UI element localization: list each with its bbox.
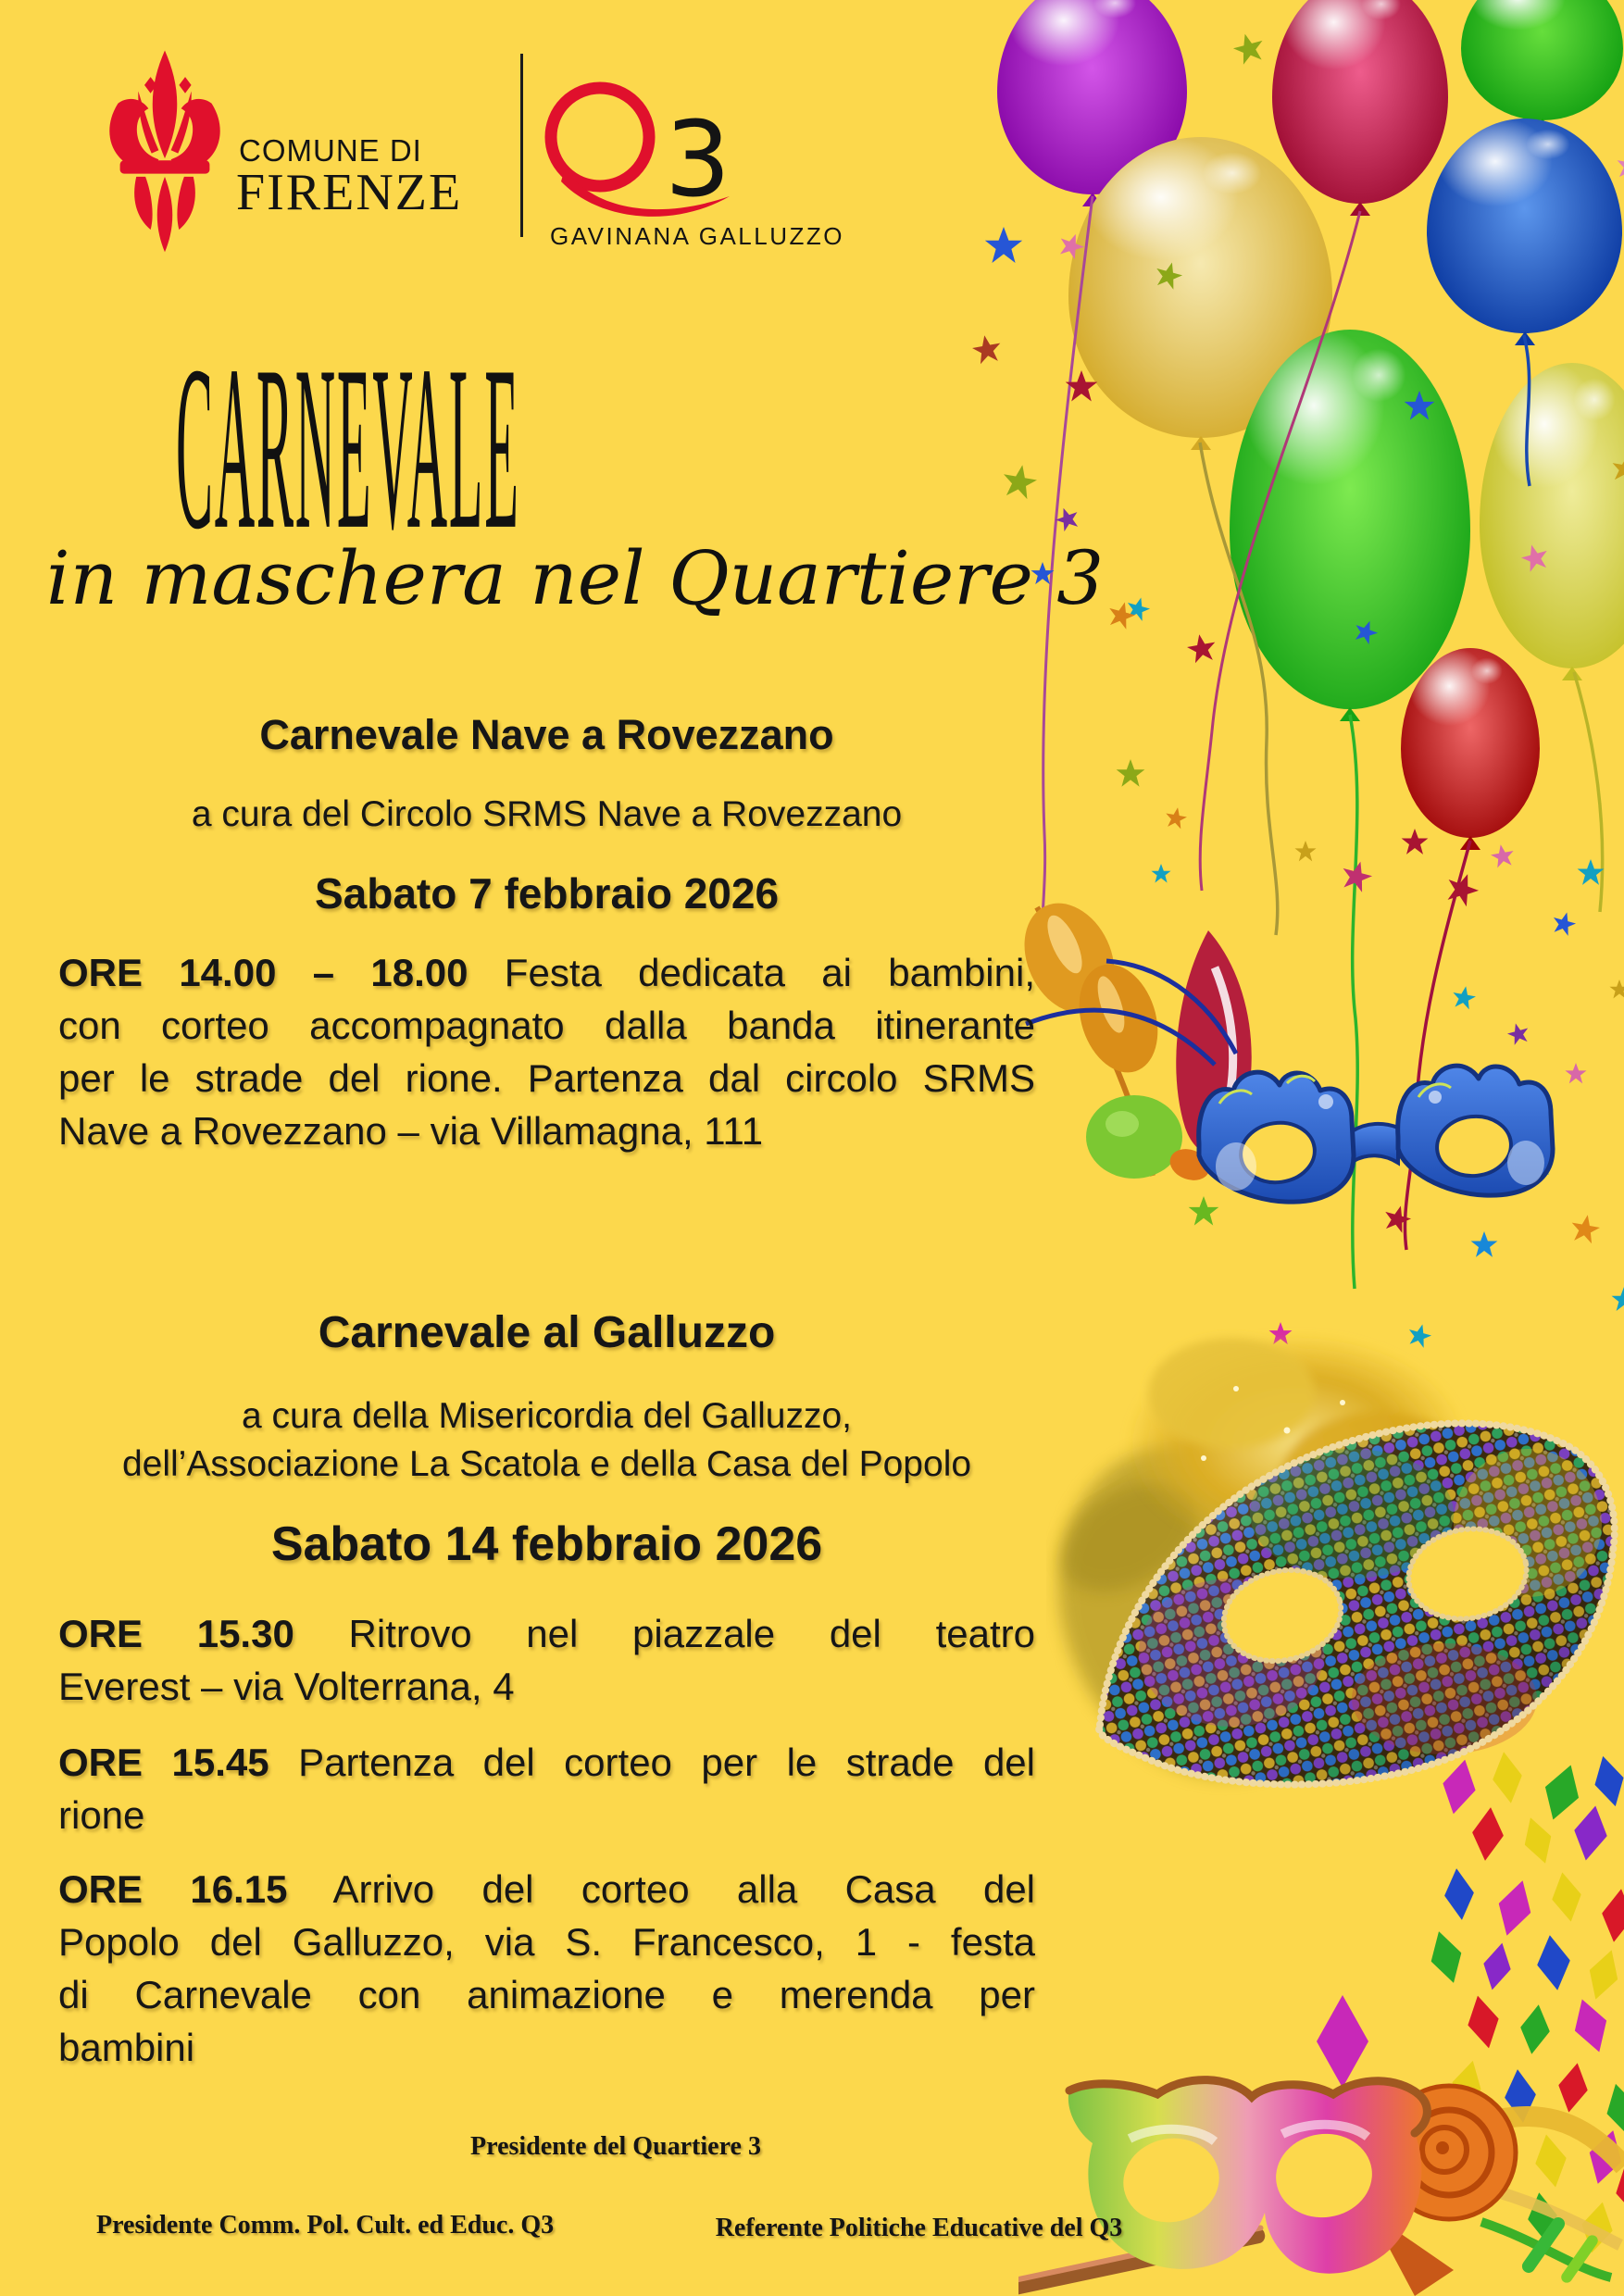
program-line: ORE 15.45 Partenza del corteo per le strade del	[58, 1741, 1035, 1784]
logo-divider	[520, 54, 523, 237]
blue-mask-illustration	[1000, 889, 1611, 1241]
diamond-ornament	[1317, 1995, 1368, 2088]
footer-referente: Referente Politiche Educative del Q3	[715, 2214, 1123, 2242]
q3-number: 3	[665, 100, 731, 220]
footer-president-commission: Presidente Comm. Pol. Cult. ed Educ. Q3	[96, 2211, 555, 2240]
section1-byline: a cura del Circolo SRMS Nave a Rovezzano	[191, 794, 903, 834]
carnival-mask-illustration	[1018, 1990, 1624, 2296]
program-line: ORE 14.00 – 18.00 Festa dedicata ai bambini,	[58, 951, 1035, 994]
section2-program-3	[58, 1863, 1035, 2074]
logo-comune-di: COMUNE DI	[239, 133, 422, 168]
section2-program-2	[58, 1736, 1035, 1841]
program-line: rione	[58, 1793, 145, 1837]
section2-program-1	[58, 1607, 1035, 1713]
program-line: ORE 16.15 Arrivo del corteo alla Casa del	[58, 1867, 1036, 1911]
program-line: bambini	[58, 2026, 195, 2069]
section2-byline-1: a cura della Misericordia del Galluzzo,	[242, 1396, 852, 1436]
page-title: CARNEVALE	[176, 318, 520, 579]
program-line: Popolo del Galluzzo, via S. Francesco, 1 - festa	[58, 1920, 1035, 1964]
section2-date: Sabato 14 febbraio 2026	[270, 1517, 823, 1571]
page-subtitle: in maschera nel Quartiere 3	[46, 535, 1105, 621]
program-line: per le strade del rione. Partenza dal circolo SRMS	[58, 1056, 1035, 1100]
footer-president-quartiere: Presidente del Quartiere 3	[470, 2132, 761, 2161]
florence-lily-icon	[104, 48, 226, 256]
program-line: Everest – via Volterrana, 4	[58, 1665, 515, 1708]
section1-date: Sabato 7 febbraio 2026	[314, 869, 780, 917]
section2-heading: Carnevale al Galluzzo	[318, 1308, 776, 1357]
program-line: Nave a Rovezzano – via Villamagna, 111	[58, 1109, 764, 1153]
program-line: ORE 15.30 Ritrovo nel piazzale del teatro	[58, 1612, 1035, 1655]
program-line: con corteo accompagnato dalla banda itinerante	[58, 1004, 1035, 1047]
sequin-mask-image	[1046, 1292, 1624, 1838]
program-line: di Carnevale con animazione e merenda per	[58, 1973, 1035, 2016]
q3-subtitle: GAVINANA GALLUZZO	[550, 222, 844, 250]
section1-heading: Carnevale Nave a Rovezzano	[259, 711, 834, 758]
logo-firenze: FIRENZE	[236, 164, 463, 221]
section2-byline-2: dell’Associazione La Scatola e della Casa del Popolo	[121, 1444, 972, 1484]
section1-program	[58, 946, 1035, 1157]
